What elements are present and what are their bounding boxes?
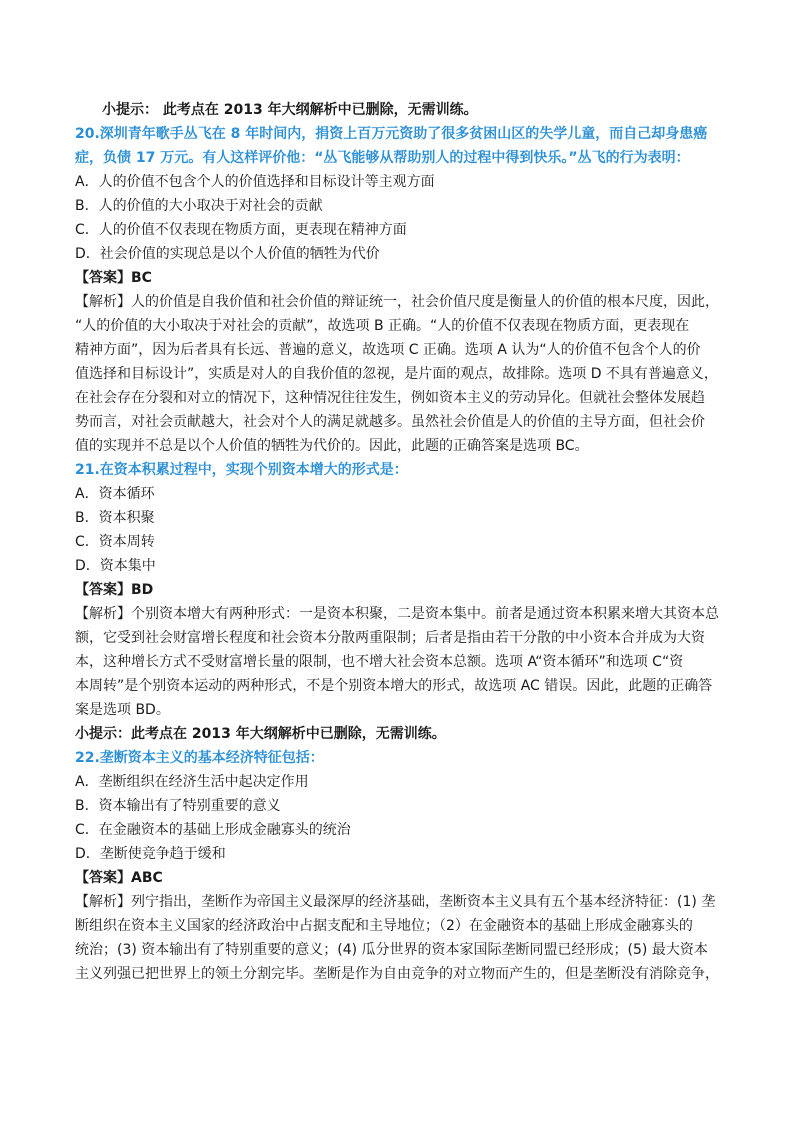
analysis-line: 本，这种增长方式不受财富增长量的限制，也不增大社会资本总额。选项 A“资本循环”和选项 C“资	[75, 654, 684, 670]
analysis-line: 主义列强已把世界上的领土分割完毕。垄断是作为自由竞争的对立物而产生的，但是垄断没有消除竞争，	[75, 966, 719, 982]
option-a: A．垄断组织在经济生活中起决定作用	[75, 774, 309, 790]
analysis-line: 【解析】人的价值是自我价值和社会价值的辩证统一，社会价值尺度是衡量人的价值的根本尺度，因此，	[75, 294, 719, 310]
option-c: C．在金融资本的基础上形成金融寡头的统治	[75, 822, 351, 838]
analysis-line: 值选择和目标设计”，实质是对人的自我价值的忽视，是片面的观点，故排除。选项 D 不具有普遍意义，	[75, 366, 718, 382]
option-b: B．人的价值的大小取决于对社会的贡献	[75, 198, 323, 214]
question-21-stem: 21.在资本积累过程中，实现个别资本增大的形式是：	[75, 462, 408, 478]
analysis-line: 断组织在资本主义国家的经济政治中占据支配和主导地位；（2）在金融资本的基础上形成金融寡头的	[75, 918, 693, 934]
answer-label: 【答案】BC	[75, 270, 152, 286]
question-20-stem-line-2: 症，负债 17 万元。有人这样评价他：“丛飞能够从帮助别人的过程中得到快乐。”丛飞的行为表明：	[75, 150, 690, 166]
analysis-line: 在社会存在分裂和对立的情况下，这种情况往往发生，例如资本主义的劳动异化。但就社会整体发展趋	[75, 390, 705, 406]
option-d: D．资本集中	[75, 558, 156, 574]
tip-q19: 小提示： 此考点在 2013 年大纲解析中已删除，无需训练。	[102, 102, 478, 118]
option-d: D．垄断使竞争趋于缓和	[75, 846, 226, 862]
analysis-line: 案是选项 BD。	[75, 702, 170, 718]
analysis-line: 统治；(3) 资本输出有了特别重要的意义；(4) 瓜分世界的资本家国际垄断同盟已经形成；(5) 最大资本	[75, 942, 708, 958]
analysis-line: “人的价值的大小取决于对社会的贡献”，故选项 B 正确。“人的价值不仅表现在物质方面，更表现在	[75, 318, 690, 334]
option-c: C．资本周转	[75, 534, 155, 550]
analysis-line: 值的实现并不总是以个人价值的牺牲为代价的。因此，此题的正确答案是选项 BC。	[75, 438, 589, 454]
option-a: A．资本循环	[75, 486, 155, 502]
option-b: B．资本积聚	[75, 510, 155, 526]
answer-label: 【答案】BD	[75, 582, 154, 598]
question-22	[75, 746, 735, 986]
analysis-line: 额，它受到社会财富增长程度和社会资本分散两重限制；后者是指由若干分散的中小资本合并成为大资	[75, 630, 705, 646]
question-20	[75, 122, 735, 458]
option-c: C．人的价值不仅表现在物质方面，更表现在精神方面	[75, 222, 407, 238]
document-content	[75, 98, 735, 986]
analysis-line: 势而言，对社会贡献越大，社会对个人的满足就越多。虽然社会价值是人的价值的主导方面，但社会价	[75, 414, 705, 430]
question-21	[75, 458, 735, 746]
question-20-stem-line-1: 20.深圳青年歌手丛飞在 8 年时间内，捐资上百万元资助了很多贫困山区的失学儿童，而自己却身患癌	[75, 126, 708, 142]
tip-q21: 小提示：此考点在 2013 年大纲解析中已删除，无需训练。	[75, 726, 446, 742]
question-22-stem: 22.垄断资本主义的基本经济特征包括：	[75, 750, 324, 766]
answer-label: 【答案】ABC	[75, 870, 163, 886]
analysis-line: 【解析】列宁指出，垄断作为帝国主义最深厚的经济基础，垄断资本主义具有五个基本经济特征：(1) 垄	[75, 894, 716, 910]
analysis-line: 本周转”是个别资本运动的两种形式，不是个别资本增大的形式，故选项 AC 错误。因此，此题的正确答	[75, 678, 713, 694]
analysis-line: 精神方面”，因为后者具有长远、普遍的意义，故选项 C 正确。选项 A 认为“人的价值不包含个人的价	[75, 342, 701, 358]
option-b: B．资本输出有了特别重要的意义	[75, 798, 281, 814]
option-d: D．社会价值的实现总是以个人价值的牺牲为代价	[75, 246, 380, 262]
analysis-line: 【解析】个别资本增大有两种形式：一是资本积聚，二是资本集中。前者是通过资本积累来增大其资本总	[75, 606, 719, 622]
option-a: A．人的价值不包含个人的价值选择和目标设计等主观方面	[75, 174, 435, 190]
